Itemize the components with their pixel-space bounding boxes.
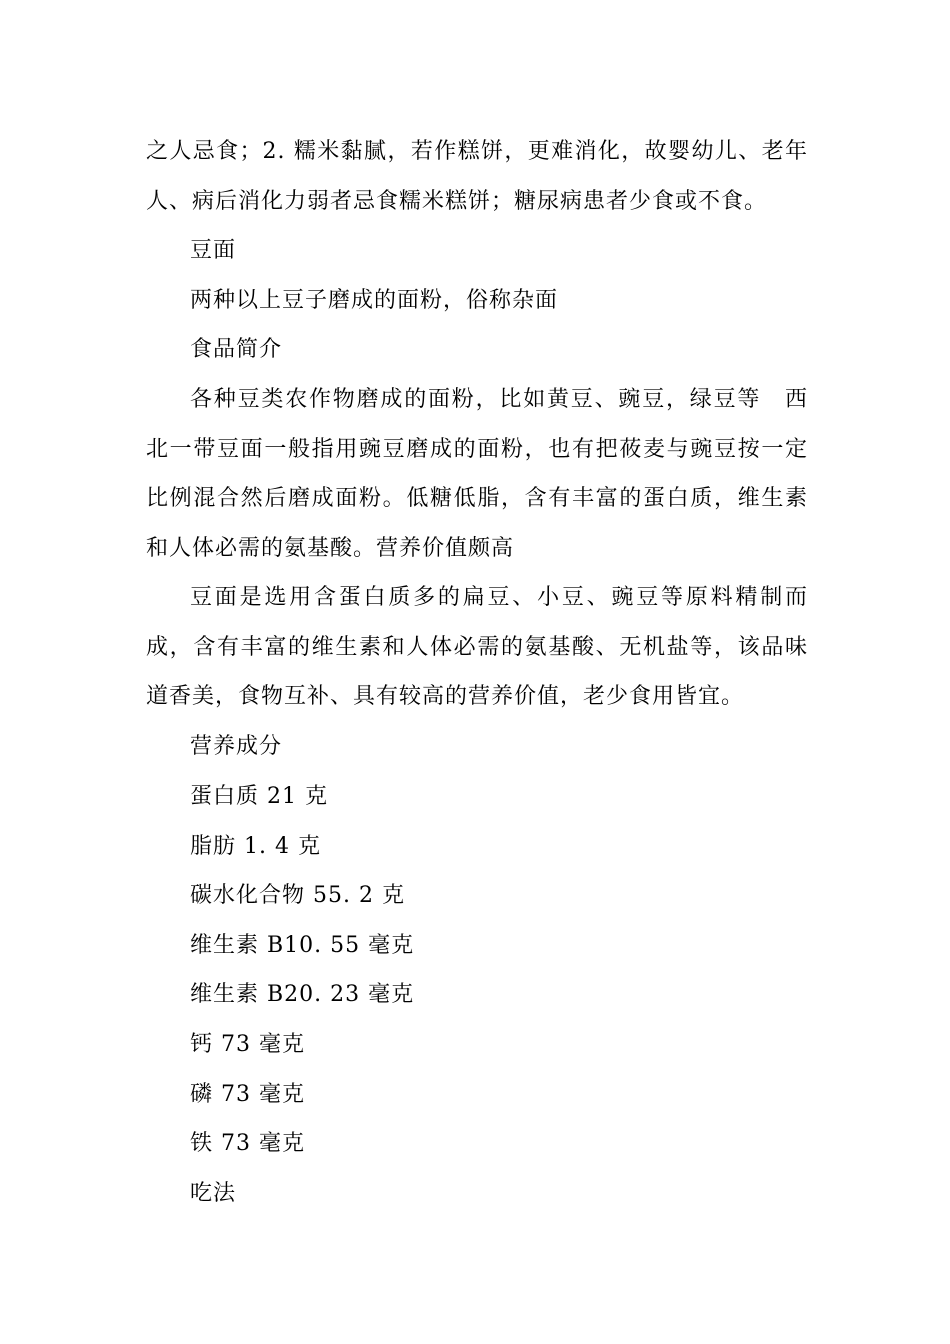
- description-paragraph: 豆面是选用含蛋白质多的扁豆、小豆、豌豆等原料精制而成，含有丰富的维生素和人体必需的氨基酸、无机盐等，该品味道香美，食物互补、具有较高的营养价值，老少食用皆宜。: [146, 585, 808, 710]
- subtitle-line: 两种以上豆子磨成的面粉，俗称杂面: [190, 288, 559, 313]
- nutrient-item: 碳水化合物 55. 2 克: [190, 883, 405, 908]
- nutrient-item: 铁 73 毫克: [190, 1131, 305, 1156]
- nutrient-item: 钙 73 毫克: [190, 1032, 305, 1057]
- nutrient-item: 蛋白质 21 克: [190, 784, 328, 809]
- heading-food-intro: 食品简介: [190, 337, 283, 362]
- intro-paragraph: 各种豆类农作物磨成的面粉，比如黄豆、豌豆，绿豆等 西北一带豆面一般指用豌豆磨成的面粉，也有把莜麦与豌豆按一定比例混合然后磨成面粉。低糖低脂，含有丰富的蛋白质，维生素和人体必需的氨基酸。营养价值颇高: [146, 387, 808, 561]
- continuation-paragraph: 之人忌食；2. 糯米黏腻，若作糕饼，更难消化，故婴幼儿、老年人、病后消化力弱者忌食糯米糕饼；糖尿病患者少食或不食。: [146, 139, 808, 214]
- nutrient-item: 磷 73 毫克: [190, 1082, 305, 1107]
- nutrient-item: 维生素 B20. 23 毫克: [190, 982, 415, 1007]
- nutrient-item: 脂肪 1. 4 克: [190, 834, 321, 859]
- heading-eating-method: 吃法: [190, 1181, 237, 1206]
- nutrient-item: 维生素 B10. 55 毫克: [190, 933, 415, 958]
- heading-doumian: 豆面: [190, 238, 237, 263]
- heading-nutrition: 营养成分: [190, 734, 283, 759]
